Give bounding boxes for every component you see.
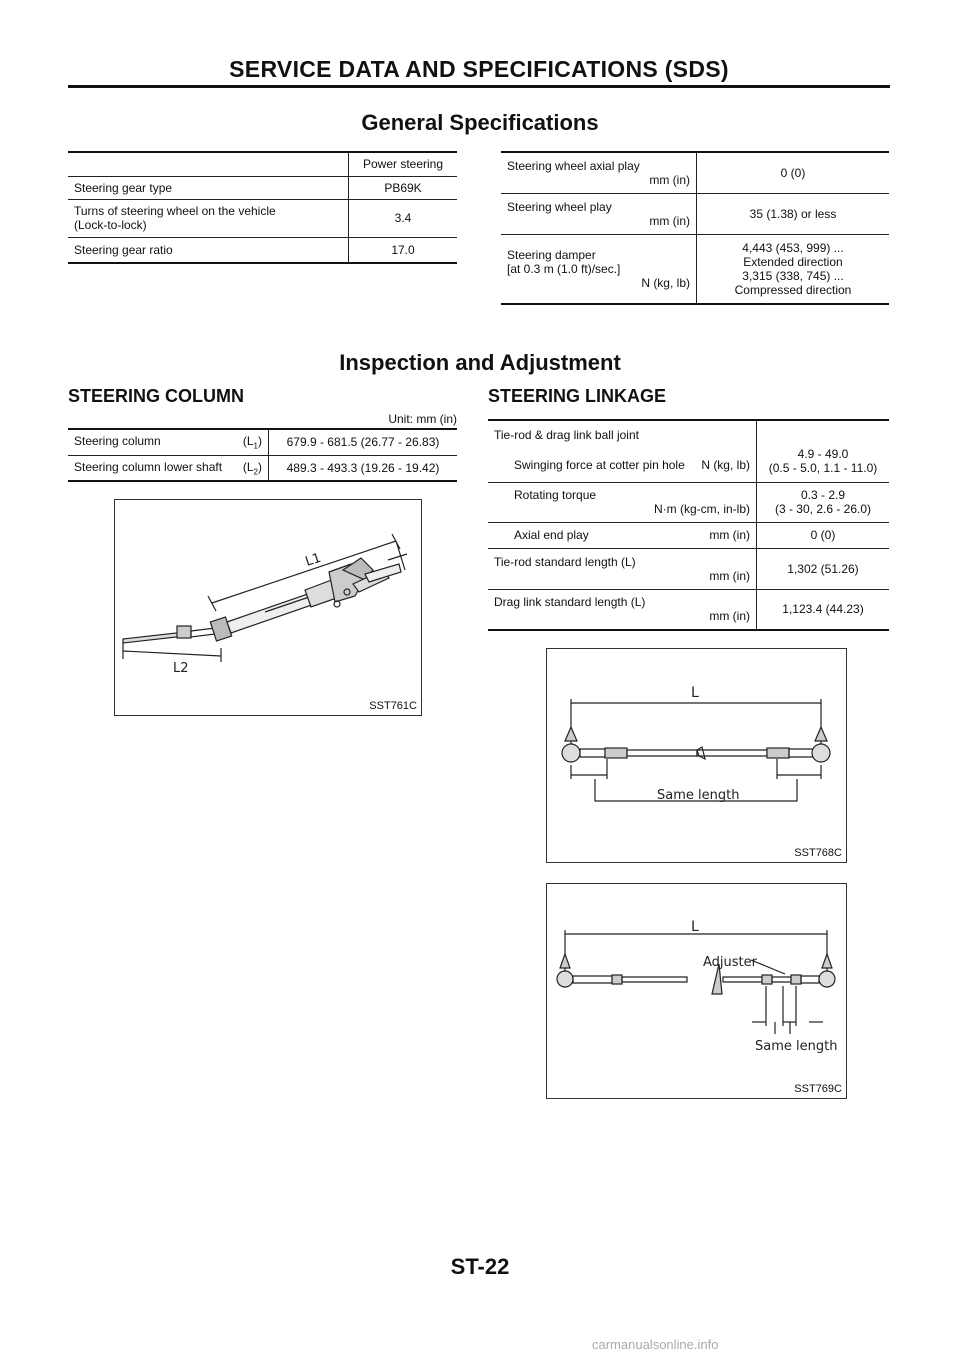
steering-column-figure: [114, 499, 422, 716]
section-header: SERVICE DATA AND SPECIFICATIONS (SDS): [229, 56, 729, 82]
table-row: [488, 548, 889, 589]
figure-code: SST761C: [369, 700, 417, 712]
row-value: 1,123.4 (44.23): [757, 589, 890, 630]
steering-column-table: [68, 428, 457, 482]
tie-rod-diagram: [547, 649, 846, 862]
steering-column-heading: STEERING COLUMN: [68, 386, 245, 406]
row-label: Steering wheel play: [507, 199, 612, 214]
row-label: Swinging force at cotter pin hole: [514, 458, 685, 472]
steering-linkage-heading: STEERING LINKAGE: [488, 386, 667, 406]
table-row: [68, 455, 457, 481]
watermark: carmanualsonline.info: [592, 1337, 719, 1352]
row-label-condition: [at 0.3 m (1.0 ft)/sec.]: [507, 261, 621, 276]
table-row: [488, 522, 889, 548]
row-symbol: $(L_1)$: [242, 434, 262, 451]
table-row: [501, 234, 889, 304]
row-value: 1,302 (51.26): [757, 548, 890, 589]
row-unit: N·m (kg-cm, in-lb): [654, 502, 750, 516]
row-value: 489.3 - 493.3 (19.26 - 19.42): [269, 455, 458, 481]
unit-note: Unit: mm (in): [388, 412, 457, 426]
same-length-label: Same length: [657, 788, 740, 803]
steering-linkage-table: [488, 419, 889, 631]
l2-label: L2: [173, 661, 189, 676]
row-unit: mm (in): [649, 172, 690, 187]
drag-link-diagram: [547, 884, 846, 1098]
row-label: Steering gear ratio: [68, 237, 349, 263]
row-label: Axial end play: [514, 528, 589, 542]
figure-code: SST769C: [794, 1083, 842, 1095]
row-label: Drag link standard length (L): [494, 595, 646, 610]
page-number: ST-22: [450, 1254, 510, 1279]
table-row: [68, 176, 457, 199]
header-rule: [68, 85, 890, 88]
row-unit: mm (in): [709, 528, 750, 542]
dim-label: L: [691, 685, 699, 701]
row-unit: N (kg, lb): [641, 275, 690, 290]
row-label: Steering damper: [507, 247, 596, 262]
dim-label: L: [691, 919, 699, 935]
row-label: Turns of steering wheel on the vehicle (Lock-to-lock): [68, 199, 349, 237]
steering-column-diagram: [115, 500, 421, 715]
row-value: 0.3 - 2.9 (3 - 30, 2.6 - 26.0): [757, 482, 890, 522]
row-value: 4,443 (453, 999) ... Extended direction 3,315 (338, 745) ... Compressed direction: [697, 234, 890, 304]
row-value: 4.9 - 49.0 (0.5 - 5.0, 1.1 - 11.0): [757, 420, 890, 482]
table-row: [68, 237, 457, 263]
table-row: [488, 482, 889, 522]
adjuster-label: Adjuster: [703, 955, 757, 970]
tie-rod-figure: [546, 648, 847, 863]
figure-code: SST768C: [794, 847, 842, 859]
column-header: Power steering: [349, 152, 458, 176]
table-row: [488, 589, 889, 630]
table-row: [68, 429, 457, 455]
same-length-label: Same length: [755, 1039, 838, 1054]
row-unit: N (kg, lb): [701, 458, 750, 472]
row-value: 3.4: [349, 199, 458, 237]
row-symbol: $(L_2)$: [242, 459, 262, 476]
drag-link-figure: [546, 883, 847, 1099]
table-row: [68, 152, 457, 176]
row-unit: mm (in): [709, 609, 750, 624]
table-row: [488, 420, 889, 482]
row-value: 17.0: [349, 237, 458, 263]
l1-label: L1: [303, 550, 323, 570]
row-value: 0 (0): [697, 152, 890, 193]
table-row: [68, 199, 457, 237]
row-value: 0 (0): [757, 522, 890, 548]
row-value: 35 (1.38) or less: [697, 193, 890, 234]
row-label: Steering column lower shaft: [74, 459, 223, 474]
row-label: Steering wheel axial play: [507, 158, 640, 173]
row-label: Steering gear type: [68, 176, 349, 199]
row-label: Tie-rod & drag link ball joint: [494, 428, 639, 442]
row-value: PB69K: [349, 176, 458, 199]
general-specs-left-table: [68, 151, 457, 264]
row-unit: mm (in): [709, 568, 750, 583]
row-unit: mm (in): [649, 213, 690, 228]
general-specs-title: General Specifications: [361, 110, 599, 135]
inspection-title: Inspection and Adjustment: [339, 350, 621, 375]
row-label: Steering column: [74, 434, 161, 449]
row-value: 679.9 - 681.5 (26.77 - 26.83): [269, 429, 458, 455]
table-row: [501, 152, 889, 193]
table-row: [501, 193, 889, 234]
row-label: Tie-rod standard length (L): [494, 554, 636, 569]
general-specs-right-table: [501, 151, 889, 305]
row-label: Rotating torque: [514, 488, 597, 502]
